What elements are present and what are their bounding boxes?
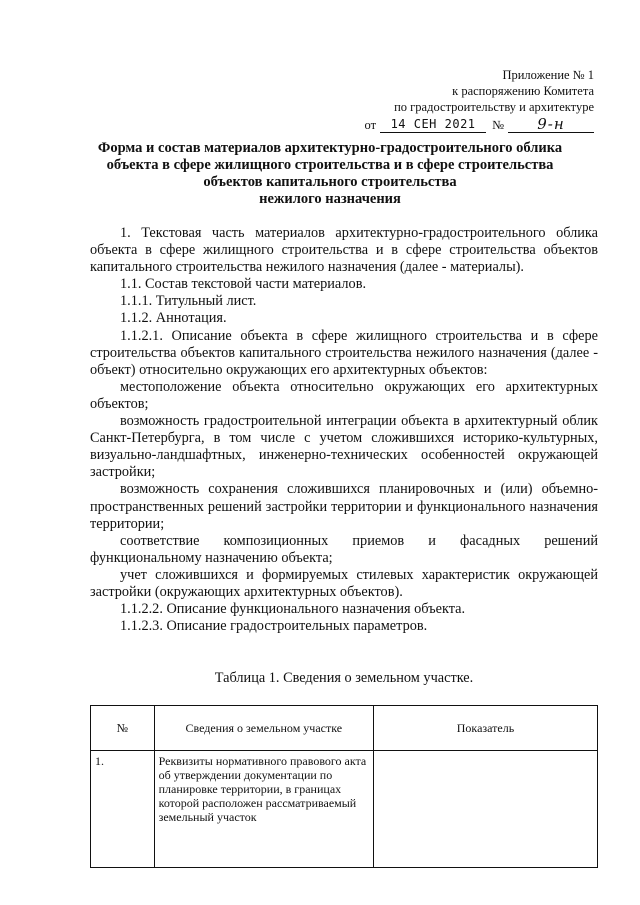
paragraph-1-1-1: 1.1.1. Титульный лист. bbox=[120, 293, 257, 310]
list-item-integration: возможность градостроительной интеграции объекта в архитектурный облик Санкт-Петербурга, в том числе с учетом сложившихся историко-культурных, визуально-ландшафтных, инженерно-технических особенностей окружающей застройки; bbox=[90, 413, 598, 481]
header-number: № bbox=[91, 706, 155, 751]
order-number-handwritten: 9-н bbox=[508, 116, 594, 133]
number-label: № bbox=[492, 118, 504, 132]
land-plot-table bbox=[90, 705, 598, 868]
title-line-4: нежилого назначения bbox=[259, 191, 401, 207]
cell-indicator bbox=[373, 751, 597, 868]
list-item-preservation: возможность сохранения сложившихся планировочных и (или) объемно-пространственных решений застройки территории и функционального назначения территории; bbox=[90, 481, 598, 532]
header-indicator: Показатель bbox=[373, 706, 597, 751]
from-label: от bbox=[364, 118, 377, 132]
table-caption: Таблица 1. Сведения о земельном участке. bbox=[214, 670, 474, 686]
title-line-3: объектов капитального строительства bbox=[203, 174, 457, 190]
title-line-1: Форма и состав материалов архитектурно-градостроительного облика bbox=[97, 140, 563, 156]
document-title bbox=[60, 140, 600, 208]
list-item-location: местоположение объекта относительно окружающих его архитектурных объектов; bbox=[90, 378, 598, 412]
paragraph-1-1-2-1: 1.1.2.1. Описание объекта в сфере жилищного строительства и в сфере строительства объектов капитального строительства нежилого назначения (далее - объект) относительно окружающих его архитектурных объектов: bbox=[90, 327, 598, 378]
paragraph-1: 1. Текстовая часть материалов архитектурно-градостроительного облика объекта в сфере жилищного строительства и в сфере строительства объектов капитального строительства нежилого назначения (далее - материалы). bbox=[90, 225, 598, 276]
appendix-line-3: по градостроительству и архитектуре bbox=[394, 100, 594, 114]
order-reference bbox=[334, 116, 594, 133]
list-item-style: учет сложившихся и формируемых стилевых характеристик окружающей застройки (окружающих архитектурных объектов). bbox=[90, 566, 598, 600]
paragraph-1-1-2: 1.1.2. Аннотация. bbox=[120, 310, 227, 327]
title-line-2: объекта в сфере жилищного строительства и в сфере строительства bbox=[106, 157, 554, 173]
order-date-stamp: 14 СЕН 2021 bbox=[380, 116, 486, 133]
list-item-compliance: соответствие композиционных приемов и фасадных решений функциональному назначению объекта; bbox=[90, 532, 598, 566]
appendix-line-2: к распоряжению Комитета bbox=[452, 84, 594, 98]
header-details: Сведения о земельном участке bbox=[154, 706, 373, 751]
paragraph-1-1-2-3: 1.1.2.3. Описание градостроительных параметров. bbox=[120, 618, 428, 635]
cell-details: Реквизиты нормативного правового акта об утверждении документации по планировке территории, в границах которой расположен рассматриваемый земельный участок bbox=[154, 751, 373, 868]
paragraph-1-1: 1.1. Состав текстовой части материалов. bbox=[120, 276, 367, 293]
appendix-header bbox=[334, 67, 594, 115]
document-body bbox=[90, 225, 598, 635]
cell-number: 1. bbox=[91, 751, 155, 868]
table-header-row bbox=[91, 706, 598, 751]
paragraph-1-1-2-2: 1.1.2.2. Описание функционального назначения объекта. bbox=[120, 601, 466, 618]
appendix-line-1: Приложение № 1 bbox=[502, 68, 594, 82]
table-row bbox=[91, 751, 598, 868]
